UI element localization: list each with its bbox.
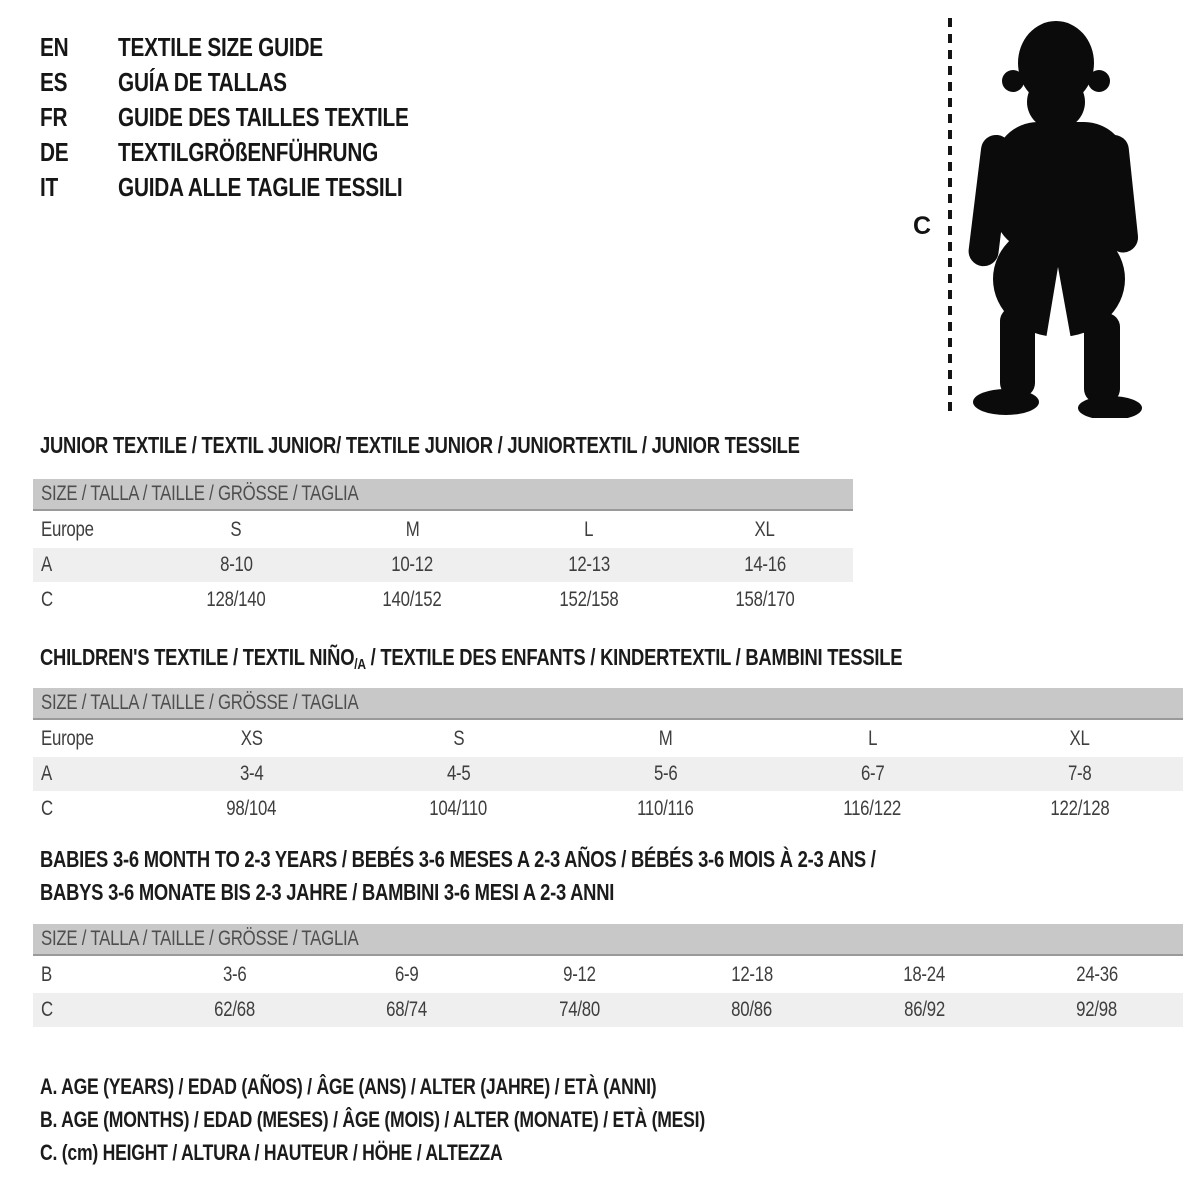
cell-text: 92/98 xyxy=(1076,998,1118,1021)
cell-text: 10-12 xyxy=(391,553,434,576)
value-cell xyxy=(1011,958,1184,992)
language-row xyxy=(40,65,481,100)
value-cell xyxy=(148,993,321,1027)
row-label-cell xyxy=(33,792,148,826)
size-header-bar xyxy=(33,924,1183,956)
size-column-cell xyxy=(148,513,324,547)
value-cell xyxy=(148,757,355,791)
children-size-table xyxy=(33,688,1183,827)
value-cell xyxy=(501,548,677,582)
cell-text: 62/68 xyxy=(213,998,255,1021)
cell-text: C xyxy=(41,588,53,611)
junior-size-table xyxy=(33,479,853,618)
value-cell xyxy=(838,958,1011,992)
value-cell xyxy=(769,792,976,826)
cell-text: C xyxy=(41,998,53,1021)
cell-text: 158/170 xyxy=(735,588,795,611)
cell-text: 116/122 xyxy=(843,797,902,820)
table-row xyxy=(33,993,1183,1027)
nino-a-subscript: /A xyxy=(354,656,366,673)
value-cell xyxy=(976,792,1183,826)
language-row xyxy=(40,100,481,135)
value-cell xyxy=(355,757,562,791)
cell-text: 68/74 xyxy=(386,998,428,1021)
value-cell xyxy=(148,958,321,992)
children-section-heading-text: CHILDREN'S TEXTILE / TEXTIL NIÑO/A / TEXTILE DES ENFANTS / KINDERTEXTIL / BAMBINI TESSILE xyxy=(40,644,903,673)
table-header-row xyxy=(33,513,853,547)
language-title-list xyxy=(40,30,481,205)
cell-text: 3-4 xyxy=(239,762,264,785)
value-cell xyxy=(769,757,976,791)
cell-text: 110/116 xyxy=(637,797,694,820)
babies-heading-line1: BABIES 3-6 MONTH TO 2-3 YEARS / BEBÉS 3-6 MESES A 2-3 AÑOS / BÉBÉS 3-6 MOIS À 2-3 ANS / xyxy=(40,846,876,872)
value-cell xyxy=(666,958,839,992)
value-cell xyxy=(493,958,666,992)
cell-text: 7-8 xyxy=(1067,762,1092,785)
cell-text: 128/140 xyxy=(206,588,266,611)
table-row xyxy=(33,792,1183,826)
value-cell xyxy=(148,792,355,826)
legend-line-b-text: B. AGE (MONTHS) / EDAD (MESES) / ÂGE (MOIS) / ALTER (MONATE) / ETÀ (MESI) xyxy=(40,1107,705,1132)
babies-section-heading xyxy=(40,843,1085,909)
size-column-cell xyxy=(324,513,500,547)
language-code: DE xyxy=(40,137,69,167)
language-title: GUÍA DE TALLAS xyxy=(118,67,287,97)
language-row xyxy=(40,30,481,65)
size-header-bar xyxy=(33,688,1183,720)
value-cell xyxy=(677,583,853,617)
size-column-cell xyxy=(148,722,355,756)
cell-text: 98/104 xyxy=(226,797,277,820)
value-cell xyxy=(324,583,500,617)
value-cell xyxy=(838,993,1011,1027)
legend-line-c xyxy=(40,1136,871,1169)
junior-section-heading-text: JUNIOR TEXTILE / TEXTIL JUNIOR/ TEXTILE JUNIOR / JUNIORTEXTIL / JUNIOR TESSILE xyxy=(40,432,800,458)
measurement-legend xyxy=(40,1070,871,1169)
cell-text: A xyxy=(41,762,52,785)
cell-text: 80/86 xyxy=(731,998,773,1021)
value-cell xyxy=(1011,993,1184,1027)
junior-section-heading xyxy=(40,432,990,459)
cell-text: 122/128 xyxy=(1049,797,1110,820)
value-cell xyxy=(562,757,769,791)
babies-heading-line2: BABYS 3-6 MONATE BIS 2-3 JAHRE / BAMBINI 3-6 MESI A 2-3 ANNI xyxy=(40,879,615,905)
legend-line-b xyxy=(40,1103,871,1136)
toddler-silhouette xyxy=(960,16,1150,418)
height-measure-label: C xyxy=(913,212,932,240)
region-label-cell xyxy=(33,722,148,756)
cell-text: 4-5 xyxy=(446,762,471,785)
row-label-cell xyxy=(33,583,148,617)
cell-text: 140/152 xyxy=(382,588,442,611)
value-cell xyxy=(976,757,1183,791)
cell-text: 5-6 xyxy=(653,762,678,785)
legend-line-a-text: A. AGE (YEARS) / EDAD (AÑOS) / ÂGE (ANS) / ALTER (JAHRE) / ETÀ (ANNI) xyxy=(40,1074,657,1099)
cell-text: C xyxy=(41,797,53,820)
cell-text: M xyxy=(405,518,420,541)
cell-text: 152/158 xyxy=(559,588,619,611)
cell-text: B xyxy=(41,963,52,986)
cell-text: 8-10 xyxy=(219,553,253,576)
cell-text: S xyxy=(453,727,464,750)
cell-text: L xyxy=(867,727,878,750)
language-row xyxy=(40,135,481,170)
row-label-cell xyxy=(33,993,148,1027)
value-cell xyxy=(148,548,324,582)
value-cell xyxy=(321,993,494,1027)
cell-text: 3-6 xyxy=(222,963,247,986)
cell-text: 18-24 xyxy=(903,963,946,986)
cell-text: Europe xyxy=(41,518,94,541)
language-title: GUIDE DES TAILLES TEXTILE xyxy=(118,102,409,132)
value-cell xyxy=(321,958,494,992)
table-row xyxy=(33,958,1183,992)
row-label-cell xyxy=(33,757,148,791)
cell-text: 24-36 xyxy=(1075,963,1118,986)
cell-text: A xyxy=(41,553,52,576)
cell-text: 6-7 xyxy=(860,762,885,785)
cell-text: 6-9 xyxy=(394,963,419,986)
size-header-text: SIZE / TALLA / TAILLE / GRÖSSE / TAGLIA xyxy=(41,927,359,950)
cell-text: 74/80 xyxy=(558,998,600,1021)
value-cell xyxy=(324,548,500,582)
language-title: TEXTILGRÖßENFÜHRUNG xyxy=(118,137,379,167)
cell-text: 12-13 xyxy=(567,553,610,576)
cell-text: M xyxy=(658,727,673,750)
language-code: EN xyxy=(40,32,69,62)
cell-text: 104/110 xyxy=(429,797,488,820)
language-code: ES xyxy=(40,67,68,97)
cell-text: 86/92 xyxy=(903,998,945,1021)
row-label-cell xyxy=(33,958,148,992)
value-cell xyxy=(493,993,666,1027)
value-cell xyxy=(677,548,853,582)
size-column-cell xyxy=(976,722,1183,756)
region-label-cell xyxy=(33,513,148,547)
table-row xyxy=(33,757,1183,791)
cell-text: XL xyxy=(1069,727,1090,750)
table-row xyxy=(33,548,853,582)
size-column-cell xyxy=(769,722,976,756)
value-cell xyxy=(148,583,324,617)
language-title: TEXTILE SIZE GUIDE xyxy=(118,32,323,62)
size-column-cell xyxy=(355,722,562,756)
size-header-text: SIZE / TALLA / TAILLE / GRÖSSE / TAGLIA xyxy=(41,482,359,505)
cell-text: S xyxy=(230,518,242,541)
value-cell xyxy=(666,993,839,1027)
cell-text: 9-12 xyxy=(562,963,596,986)
size-header-text: SIZE / TALLA / TAILLE / GRÖSSE / TAGLIA xyxy=(41,691,359,714)
value-cell xyxy=(355,792,562,826)
cell-text: 12-18 xyxy=(730,963,773,986)
language-code: FR xyxy=(40,102,68,132)
language-title: GUIDA ALLE TAGLIE TESSILI xyxy=(118,172,403,202)
height-dashed-line xyxy=(948,18,952,416)
row-label-cell xyxy=(33,548,148,582)
table-header-row xyxy=(33,722,1183,756)
value-cell xyxy=(501,583,677,617)
language-code: IT xyxy=(40,172,59,202)
size-column-cell xyxy=(501,513,677,547)
cell-text: Europe xyxy=(41,727,94,750)
cell-text: 14-16 xyxy=(743,553,786,576)
size-header-bar xyxy=(33,479,853,511)
table-row xyxy=(33,583,853,617)
cell-text: XL xyxy=(754,518,775,541)
size-column-cell xyxy=(562,722,769,756)
value-cell xyxy=(562,792,769,826)
legend-line-c-text: C. (cm) HEIGHT / ALTURA / HAUTEUR / HÖHE / ALTEZZA xyxy=(40,1140,503,1165)
babies-size-table xyxy=(33,924,1183,1028)
legend-line-a xyxy=(40,1070,871,1103)
children-section-heading xyxy=(40,644,1118,673)
size-column-cell xyxy=(677,513,853,547)
cell-text: L xyxy=(584,518,594,541)
language-row xyxy=(40,170,481,205)
cell-text: XS xyxy=(240,727,263,750)
